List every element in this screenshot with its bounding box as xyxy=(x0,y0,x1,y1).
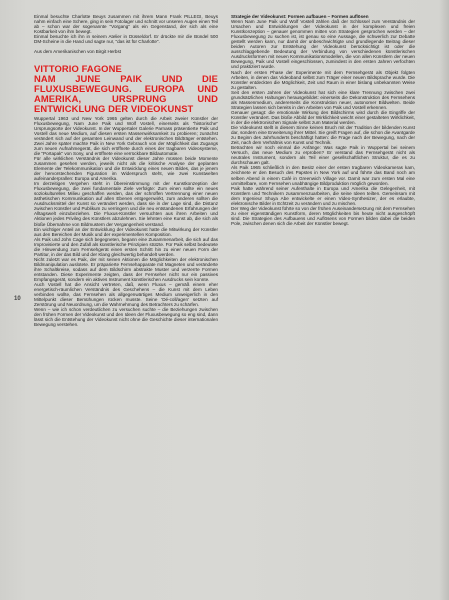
article-author: VITTORIO FAGONE xyxy=(34,63,122,75)
body-paragraph: Wuppertal 1963 und New York 1965 gelten durch die Arbeit zweier Künstler der Fluxusbewegung, Nam June Paik und Wolf Vostell, einerseits als "historische" Ursprungsorte der Videokunst. In der Wuppertaler Galerie Parnass präsentierte Paik und Vostell das neue Medium, auf diesen ersten Massenwirksamkeit zu probieren; zunächst verändert sich auf der gesamten Leinwand und der elektronischen Bildträger entstehen. Zwei Jahre später machte Paik in New York Gebrauch von der Möglichkeit das Zugangs zum neuen Aufnahmegerät, die sich eröffnete durch eines der tragbaren Videosysteme, die "Portapak" von Sony, und eröffnete eine verrückbare Bildautomatie. xyxy=(34,115,218,156)
body-paragraph: Für alle wirklichen Verständnis der Videokunst dieser Jahre müssen beide Momente zusammen gesehen werden, jeweils nicht als die kritische Analyse der geplanten Elemente der Telekommunikation und die Entwicklung eines neuen Bildes, das je jenem der hervorstechenden Figuration im Widerspruch steht, wie zwei Kunstwelten aufeinanderprallen: Europa und Amerika. xyxy=(34,155,218,182)
body-paragraph: Seit den ersten Jahren der Videokunst hat sich eine klare Trennung zwischen zwei grundsätzlichen Haltungen herausgebildet: einerseits die Dekonstruktion des Fernsehens als Massenmedium, andererseits die Konstruktion neuer, autonomer Bildwelten. Beide Strategien lassen sich bereits in den Arbeiten von Paik und Vostell erkennen. xyxy=(231,89,415,110)
article-title: NAM JUNE PAIK UND DIE FLUXUSBEWEGUNG. EUROPA UND AMERIKA, URSPRUNG UND ENTWICKLUNG DER VIDEOKUNST xyxy=(34,73,218,114)
body-paragraph: Der Weg der Videokunst führte so von der frühen Auseinandersetzung mit dem Fernsehen zu einer eigenständigen Kunstform, deren Möglichkeiten bis heute nicht ausgeschöpft sind. Die Strategien des Aufbauens und Auflösens von Formen bilden dabei die beiden Pole, zwischen denen sich die Arbeit der Künstler bewegt. xyxy=(231,205,415,226)
section-heading: Strategie der Videokunst: Formen aufbauen – Formen auflösen xyxy=(231,14,369,19)
page-edge-shadow xyxy=(439,0,449,600)
body-paragraph: Nach der ersten Phase der Experimente mit dem Fernsehgerät als Objekt folgten Arbeiten, in denen das Videoband selbst zum Träger einer neuen Bildsprache wurde. Die Künstler entdeckten die Möglichkeit, Zeit und Raum in einer bislang unbekannten Weise zu gestalten. xyxy=(231,69,415,90)
intro-paragraph: Einmal besuchte Charlotte Beuys zusammen mit ihrem Mann Frank PILLEGI, Beuys nahm einfach eine Schere, ging in sein Fotolager und schnitt vor unseren Augen einen Teil ab – schon war der sogenannte "Vorgang" als ein Gegenstand, der sich als eine Kostbarkeit von ihm bewegt. xyxy=(34,14,218,35)
body-paragraph: Wenn – wie ich schon verdeutlichen zu versuchen suchte – die Beziehungen zwischen den frühen Formen der Videokunst und den Ideen der Fluxusbewegung so eng sind, dann lässt sich die Entstehung der Videokunst nicht ohne die Geschichte dieser internationalen Bewegung verstehen. xyxy=(34,307,218,328)
body-paragraph: Als Paik 1965 schließlich in den Besitz einer der ersten tragbaren Videokameras kam, zeichnete er den Besuch des Papstes in New York auf und führte das Band noch am selben Abend in einem Café in Greenwich Village vor. Damit war zum ersten Mal eine unmittelbare, vom Fernsehen unabhängige Bildproduktion möglich geworden. xyxy=(231,165,415,186)
body-paragraph: Im derzeitigen Vergehen steht in Übereinstimmung mit der Kunstkonzeption der Fluxusbewegung, die zwei fundamentale Ziele verfolgte: Zum einen sollte ein neues soziokulturelles Milieu geschaffen werden, das der schroffen Vertrennung einer neuen ästhetischen Kommunikation auf allen Ebenen entgegenwirkt, zum anderen sollten die Ausdrucksmittel der Kunst so verändert werden, dass sie in der Lage sind, die Distanz zwischen Künstler und Publikum zu verringern und die neu entstandenen Erfahrungen der Alltagswelt einzubeziehen. Die Fluxus-Künstler versuchten aus ihren Arbeiten und Aktionen jedes Privileg des Künstlers abzulehnen. Sie lehnten eine Kunst ab, die sich als bloße Übernahme von Bildmustern der Vergangenheit verstand. xyxy=(34,181,218,227)
body-paragraph: Nicht zuletzt war es Paik, der mit seinen Aktionen die Möglichkeiten der elektronischen Bildmanipulation auslotete. Er präparierte Fernsehapparate mit Magneten und veränderte ihre Schaltkreise, sodass auf dem Bildschirm abstrakte Muster und verzerrte Formen entstanden. Diese Experimente zeigten, dass der Fernseher nicht nur ein passives Empfangsgerät, sondern ein aktives Instrument künstlerischen Ausdrucks sein konnte. xyxy=(34,256,218,283)
body-paragraph: Auch Vostell hat die Ansicht vertreten, daß, wenn Fluxus – gemäß einem eher energetisch-räumlichen Verständnis des Geschehens – die Kunst mit dem Leben verbinden wollte, das Fernsehen als allgegenwärtiges Medium unweigerlich in den Mittelpunkt dieser Bemühungen rücken musste. Seine 'Dé-coll/agen' setzten auf Zerstörung und Neuordnung, um die Wahrnehmung des Betrachters zu schärfen. xyxy=(34,282,218,308)
translation-note: Aus dem Amerikanischen von Birgit Herbst xyxy=(34,49,122,55)
body-paragraph: Ein wichtiger Anteil an der Entwicklung der Videokunst hatte die Mitwirkung der Künstler aus den Bereichen der Musik und der experimentellen Komposition. xyxy=(34,226,218,237)
body-paragraph: Paik hatte während seiner Aufenthalte in Europa und Amerika die Gelegenheit, mit Künstlern und Technikern zusammenzuarbeiten, die seine Ideen teilten. Gemeinsam mit dem Ingenieur Shuya Abe entwickelte er einen Video-Synthesizer, der es erlaubte, elektronische Bilder in Echtzeit zu verändern und zu mischen. xyxy=(231,185,415,206)
body-paragraph: Betrachten wir noch einmal die Anfänge: Was sagte Paik in Wuppertal bei seinem Versuch, das neue Medium zu erproben? Er verstand das Fernsehgerät nicht als neutrales Instrument, sondern als Teil einer gesellschaftlichen Struktur, die es zu durchschauen galt. xyxy=(231,145,415,166)
body-paragraph: Wenn Nam June Paik und Wolf Vostell zählen daß der Schlüssel zum Verständnis der Ursachen und Entwicklungen der Videokunst in der komplexen und freien Kunstkonzeption – genauer genommen mitten von Strategien gesprochen werden – der Fluxusbewegung zu suchen ist, ist genau so eine Aussage, die schwerlich zur Debatte gestellt werden kann, nur damit der unbeschwichtigte und grundlegende Beitrag dieser beiden Autoren zur Entstehung der Videokunst berücksichtigt ist oder die ausschlaggebende Bedeutung der Verbindung von verschiedenen künstlerischen Ausdrucksformen mit neuen Kommunikationsmodellen, die von allen Künstlern der neuen Bewegung, Paik und Vostell eingeschlossen, zumindest in den ersten Jahren verfochten und praktiziert wurde. xyxy=(231,19,415,70)
page-number: 10 xyxy=(14,296,21,302)
right-column xyxy=(231,14,415,226)
intro-paragraph: Einmal besuchte ich ihn in seinem Atelier in Düsseldorf. Er drückte mir die Bündel 500 DM-Scheine in die Hand und sagte nur, "das ist für Charlotte". xyxy=(34,34,218,45)
body-paragraph: Genauer gesagt: die emotionale Wirkung des Bildschirms wird durch die Eingriffe der Künstler verändert. Das bloße Abbild der Wirklichkeit weicht einer gestalteten Wirklichkeit, in der die elektronischen Signale selbst zum Material werden. xyxy=(231,109,415,125)
left-column xyxy=(34,14,218,327)
body-paragraph: Als Paik und John Cage sich begegneten, begann eine Zusammenarbeit, die sich auf das Improvisierte und den Zufall als künstlerische Prinzipien stützte. Für Paik selbst bedeutete die Hinwendung zum Fernsehgerät einen ersten Schritt hin zu einer neuen Form der Partitur, in der das Bild und der Klang gleichwertig behandelt werden. xyxy=(34,236,218,257)
body-paragraph: Die Videokunst stellt in diesem Sinne keinen Bruch mit der Tradition der bildenden Kunst dar, sondern eine Erweiterung ihrer Mittel. Sie greift Fragen auf, die schon die Avantgarde zu Beginn des Jahrhunderts beschäftigt hatten: die Frage nach der Bewegung, nach der Zeit, nach dem Verhältnis von Kunst und Technik. xyxy=(231,125,415,146)
